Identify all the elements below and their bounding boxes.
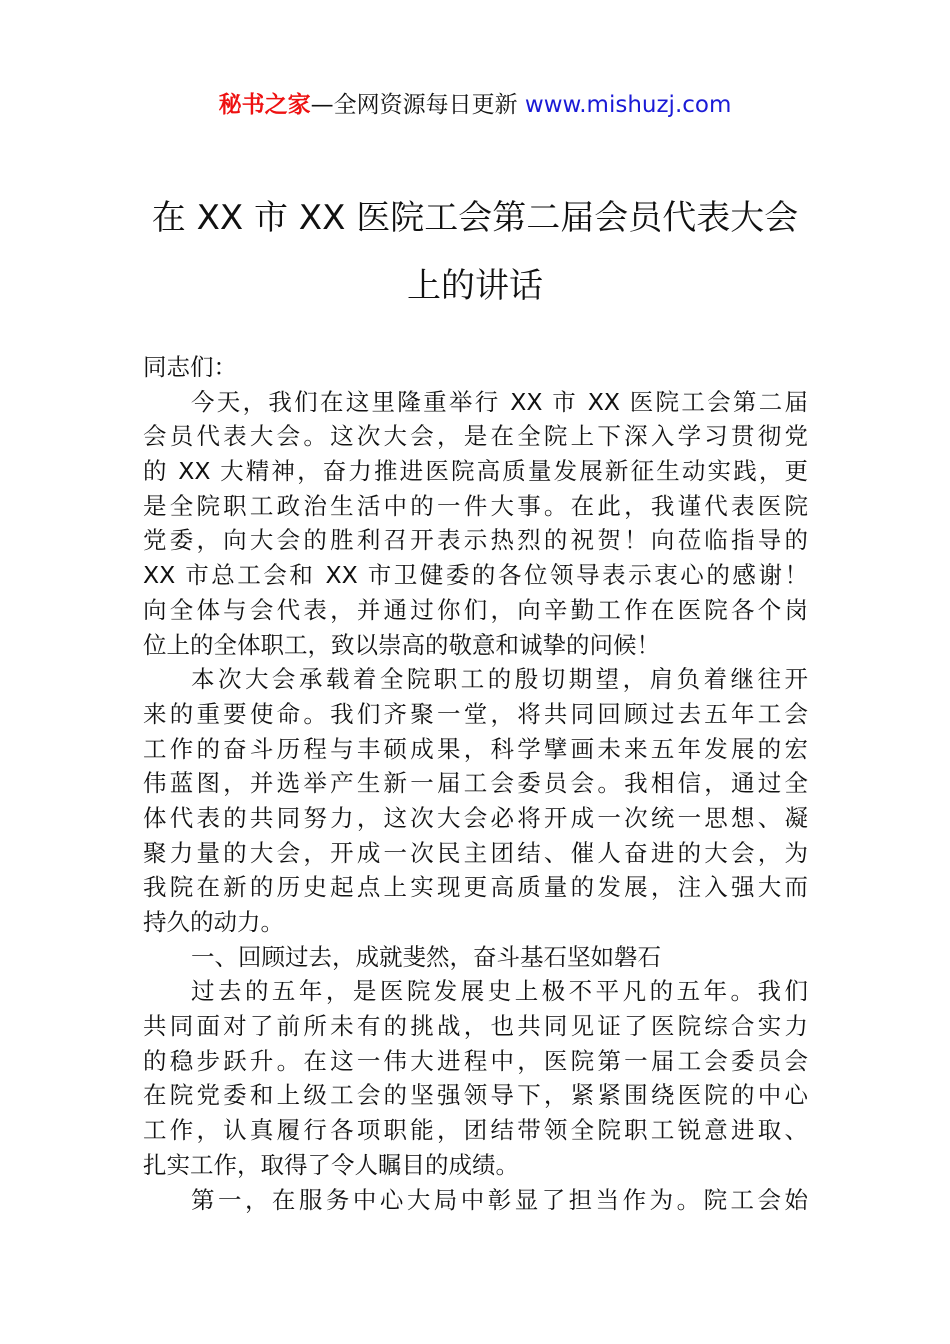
text-line: 共同面对了前所未有的挑战，也共同见证了医院综合实力 <box>143 1012 808 1041</box>
text-line: 本次大会承载着全院职工的殷切期望，肩负着继往开 <box>191 665 808 694</box>
text-line: XX 市总工会和 XX 市卫健委的各位领导表示衷心的感谢！ <box>143 561 808 590</box>
text-line: 体代表的共同努力，这次大会必将开成一次统一思想、凝 <box>143 803 808 832</box>
text-line: 在院党委和上级工会的坚强领导下，紧紧围绕医院的中心 <box>143 1081 808 1110</box>
text-line: 工作，认真履行各项职能，团结带领全院职工锐意进取、 <box>143 1116 808 1145</box>
text-line: 是全院职工政治生活中的一件大事。在此，我谨代表医院 <box>143 491 808 520</box>
text-line: 扎实工作，取得了令人瞩目的成绩。 <box>143 1150 519 1179</box>
text-line: 同志们： <box>143 353 237 381</box>
text-line: 伟蓝图，并选举产生新一届工会委员会。我相信，通过全 <box>143 769 808 798</box>
text-line: 今天，我们在这里隆重举行 XX 市 XX 医院工会第二届 <box>191 387 808 416</box>
text-line: 一、回顾过去，成就斐然，奋斗基石坚如磐石 <box>191 942 661 971</box>
brand-name: 秘书之家 <box>218 92 311 118</box>
text-line: 工作的奋斗历程与丰硕成果，科学擘画未来五年发展的宏 <box>143 734 808 763</box>
text-line: 的 XX 大精神，奋力推进医院高质量发展新征生动实践，更 <box>143 457 808 486</box>
text-line: 我院在新的历史起点上实现更高质量的发展，注入强大而 <box>143 873 808 902</box>
text-line: 会员代表大会。这次大会，是在全院上下深入学习贯彻党 <box>143 422 808 451</box>
document-title-line-1: 在 XX 市 XX 医院工会第二届会员代表大会 <box>151 198 799 238</box>
text-line: 过去的五年，是医院发展史上极不平凡的五年。我们 <box>191 977 808 1006</box>
text-line: 位上的全体职工，致以崇高的敬意和诚挚的问候！ <box>143 630 660 659</box>
document-body <box>143 350 808 1217</box>
document-title-line-2: 上的讲话 <box>407 266 543 306</box>
header-tagline: —全网资源每日更新 <box>310 92 525 118</box>
text-line: 第一，在服务中心大局中彰显了担当作为。院工会始 <box>191 1185 808 1214</box>
site-header <box>0 88 950 122</box>
text-line: 聚力量的大会，开成一次民主团结、催人奋进的大会，为 <box>143 838 808 867</box>
text-line: 的稳步跃升。在这一伟大进程中，医院第一届工会委员会 <box>143 1046 808 1075</box>
text-line: 来的重要使命。我们齐聚一堂，将共同回顾过去五年工会 <box>143 699 808 728</box>
text-line: 持久的动力。 <box>143 908 284 936</box>
text-line: 党委，向大会的胜利召开表示热烈的祝贺！向莅临指导的 <box>143 526 808 555</box>
site-url-link[interactable]: www.mishuzj.com <box>524 92 732 118</box>
text-line: 向全体与会代表，并通过你们，向辛勤工作在医院各个岗 <box>143 595 808 624</box>
